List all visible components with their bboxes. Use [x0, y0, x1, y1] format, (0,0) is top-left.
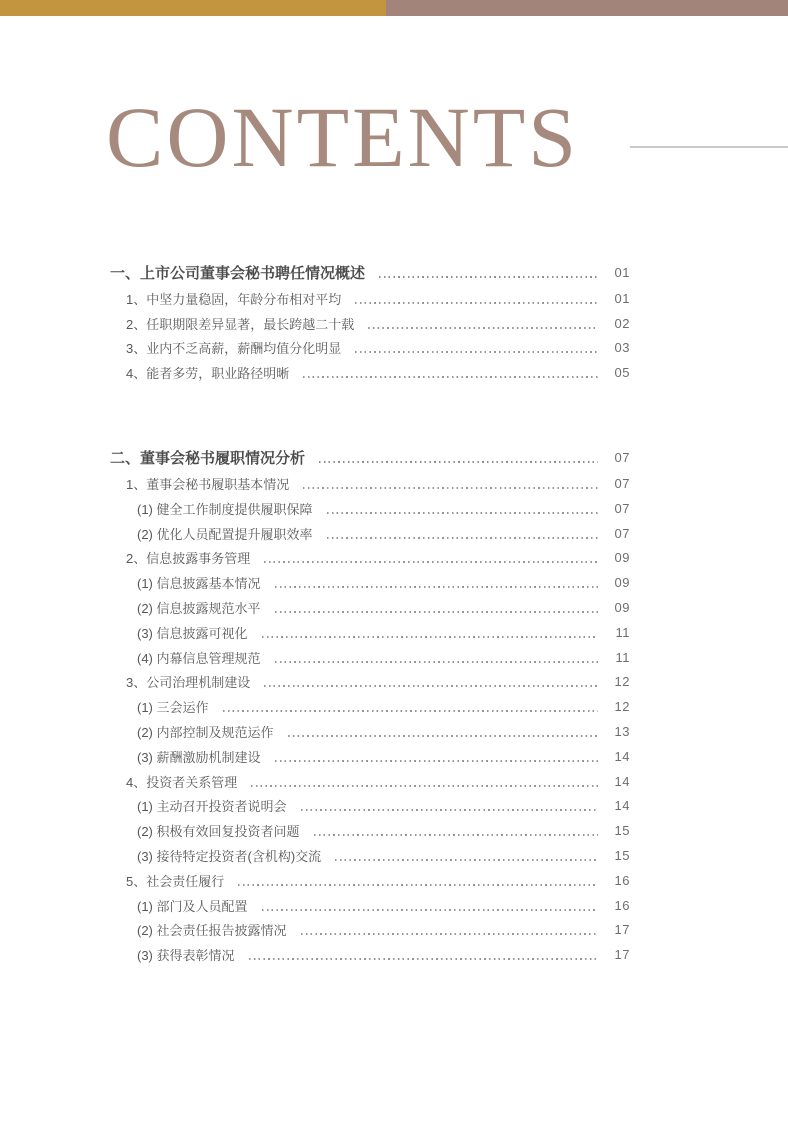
toc-entry	[110, 496, 630, 521]
toc-entry-page-number: 09	[614, 600, 630, 616]
toc-entry-label: (3) 接待特定投资者(含机构)交流	[137, 849, 322, 865]
toc-entry-page-number: 17	[614, 922, 630, 938]
toc-dotted-leader	[249, 958, 598, 960]
toc-section-heading-label: 二、董事会秘书履职情况分析	[110, 450, 306, 468]
toc-entry	[110, 336, 630, 361]
toc-section-heading	[110, 259, 630, 286]
toc-entry	[110, 670, 630, 695]
toc-entry-page-number: 11	[615, 649, 630, 665]
toc-entry-page-number: 12	[614, 699, 630, 715]
toc-dotted-leader	[264, 685, 598, 687]
toc-entry	[110, 694, 630, 719]
toc-entry	[110, 719, 630, 744]
toc-entry	[110, 818, 630, 843]
toc-entry-page-number: 02	[614, 315, 630, 331]
toc-entry-page-number: 15	[614, 848, 630, 864]
toc-entry-page-number: 14	[614, 773, 630, 789]
toc-dotted-leader	[319, 461, 598, 463]
toc-entry-label: (1) 部门及人员配置	[137, 898, 248, 914]
toc-dotted-leader	[303, 487, 598, 489]
toc-dotted-leader	[275, 760, 598, 762]
toc-entry	[110, 918, 630, 943]
toc-dotted-leader	[251, 785, 598, 787]
toc-section-heading-page-number: 07	[614, 450, 630, 466]
contents-title: CONTENTS	[106, 89, 580, 185]
toc-dotted-leader	[275, 611, 598, 613]
accent-bar-gold-segment	[0, 0, 386, 16]
toc-entry	[110, 843, 630, 868]
toc-entry-page-number: 01	[614, 290, 630, 306]
toc-entry-label: (1) 健全工作制度提供履职保障	[137, 501, 313, 517]
toc-dotted-leader	[335, 859, 598, 861]
toc-entry-page-number: 16	[614, 897, 630, 913]
toc-entry-label: (3) 信息披露可视化	[137, 625, 248, 641]
toc-dotted-leader	[303, 376, 598, 378]
toc-entry-label: (2) 信息披露规范水平	[137, 601, 261, 617]
toc-dotted-leader	[355, 302, 598, 304]
toc-entry-label: 1、中坚力量稳固，年龄分布相对平均	[126, 291, 342, 307]
toc-dotted-leader	[288, 735, 598, 737]
toc-entry-label: 5、社会责任履行	[126, 873, 225, 889]
toc-dotted-leader	[264, 561, 598, 563]
toc-entry-label: 3、业内不乏高薪，薪酬均值分化明显	[126, 341, 342, 357]
toc-entry	[110, 570, 630, 595]
toc-entry-label: (1) 三会运作	[137, 700, 209, 716]
toc-entry-page-number: 14	[614, 798, 630, 814]
toc-entry	[110, 360, 630, 385]
toc-entry	[110, 868, 630, 893]
toc-entry-label: (2) 内部控制及规范运作	[137, 725, 274, 741]
toc-section	[110, 259, 630, 385]
toc-entry-label: 4、能者多劳，职业路径明晰	[126, 366, 290, 382]
toc-dotted-leader	[262, 909, 598, 911]
toc-entry	[110, 546, 630, 571]
toc-entry-page-number: 07	[614, 500, 630, 516]
toc-dotted-leader	[355, 351, 598, 353]
toc-dotted-leader	[275, 586, 598, 588]
toc-dotted-leader	[238, 884, 598, 886]
toc-entry-label: (2) 积极有效回复投资者问题	[137, 824, 300, 840]
toc-entry	[110, 893, 630, 918]
table-of-contents	[110, 259, 630, 967]
toc-dotted-leader	[379, 276, 598, 278]
title-horizontal-rule	[630, 146, 788, 148]
toc-entry-page-number: 14	[614, 748, 630, 764]
toc-dotted-leader	[262, 636, 598, 638]
toc-entry-label: 3、公司治理机制建设	[126, 675, 251, 691]
toc-entry-page-number: 11	[615, 624, 630, 640]
toc-entry-page-number: 05	[614, 365, 630, 381]
toc-entry-page-number: 09	[614, 575, 630, 591]
toc-entry-label: (1) 信息披露基本情况	[137, 576, 261, 592]
toc-entry-label: (4) 内幕信息管理规范	[137, 650, 261, 666]
toc-dotted-leader	[314, 834, 598, 836]
toc-entry-label: 2、任职期限差异显著，最长跨越二十载	[126, 316, 355, 332]
toc-entry	[110, 471, 630, 496]
toc-entry-page-number: 07	[614, 476, 630, 492]
toc-entry-label: 1、董事会秘书履职基本情况	[126, 477, 290, 493]
toc-entry-label: 2、信息披露事务管理	[126, 551, 251, 567]
toc-entry	[110, 311, 630, 336]
toc-dotted-leader	[327, 512, 598, 514]
toc-entry-label: (2) 优化人员配置提升履职效率	[137, 526, 313, 542]
toc-dotted-leader	[301, 809, 598, 811]
toc-entry	[110, 942, 630, 967]
toc-entry-page-number: 16	[614, 872, 630, 888]
toc-entry	[110, 620, 630, 645]
toc-entry-label: (1) 主动召开投资者说明会	[137, 799, 287, 815]
toc-entry-page-number: 03	[614, 340, 630, 356]
toc-entry	[110, 645, 630, 670]
toc-entry-page-number: 17	[614, 947, 630, 963]
toc-entry-page-number: 13	[614, 724, 630, 740]
toc-dotted-leader	[223, 710, 598, 712]
toc-entry-page-number: 09	[614, 550, 630, 566]
toc-entry	[110, 286, 630, 311]
toc-entry-page-number: 15	[614, 823, 630, 839]
toc-section	[110, 444, 630, 967]
toc-entry-label: (2) 社会责任报告披露情况	[137, 923, 287, 939]
toc-dotted-leader	[301, 933, 598, 935]
toc-entry	[110, 769, 630, 794]
toc-entry	[110, 521, 630, 546]
toc-entry-page-number: 12	[614, 674, 630, 690]
toc-entry	[110, 595, 630, 620]
toc-entry-label: 4、投资者关系管理	[126, 774, 238, 790]
toc-dotted-leader	[275, 661, 598, 663]
toc-entry-page-number: 07	[614, 525, 630, 541]
toc-section-heading-page-number: 01	[614, 265, 630, 280]
toc-entry	[110, 794, 630, 819]
toc-entry-label: (3) 获得表彰情况	[137, 948, 235, 964]
toc-dotted-leader	[327, 537, 598, 539]
toc-entry-label: (3) 薪酬激励机制建设	[137, 749, 261, 765]
toc-entry	[110, 744, 630, 769]
toc-section-heading-label: 一、上市公司董事会秘书聘任情况概述	[110, 265, 366, 282]
toc-section-heading	[110, 444, 630, 471]
toc-dotted-leader	[368, 327, 598, 329]
accent-bar-mauve-segment	[386, 0, 788, 16]
page-top-accent-bar	[0, 0, 788, 16]
